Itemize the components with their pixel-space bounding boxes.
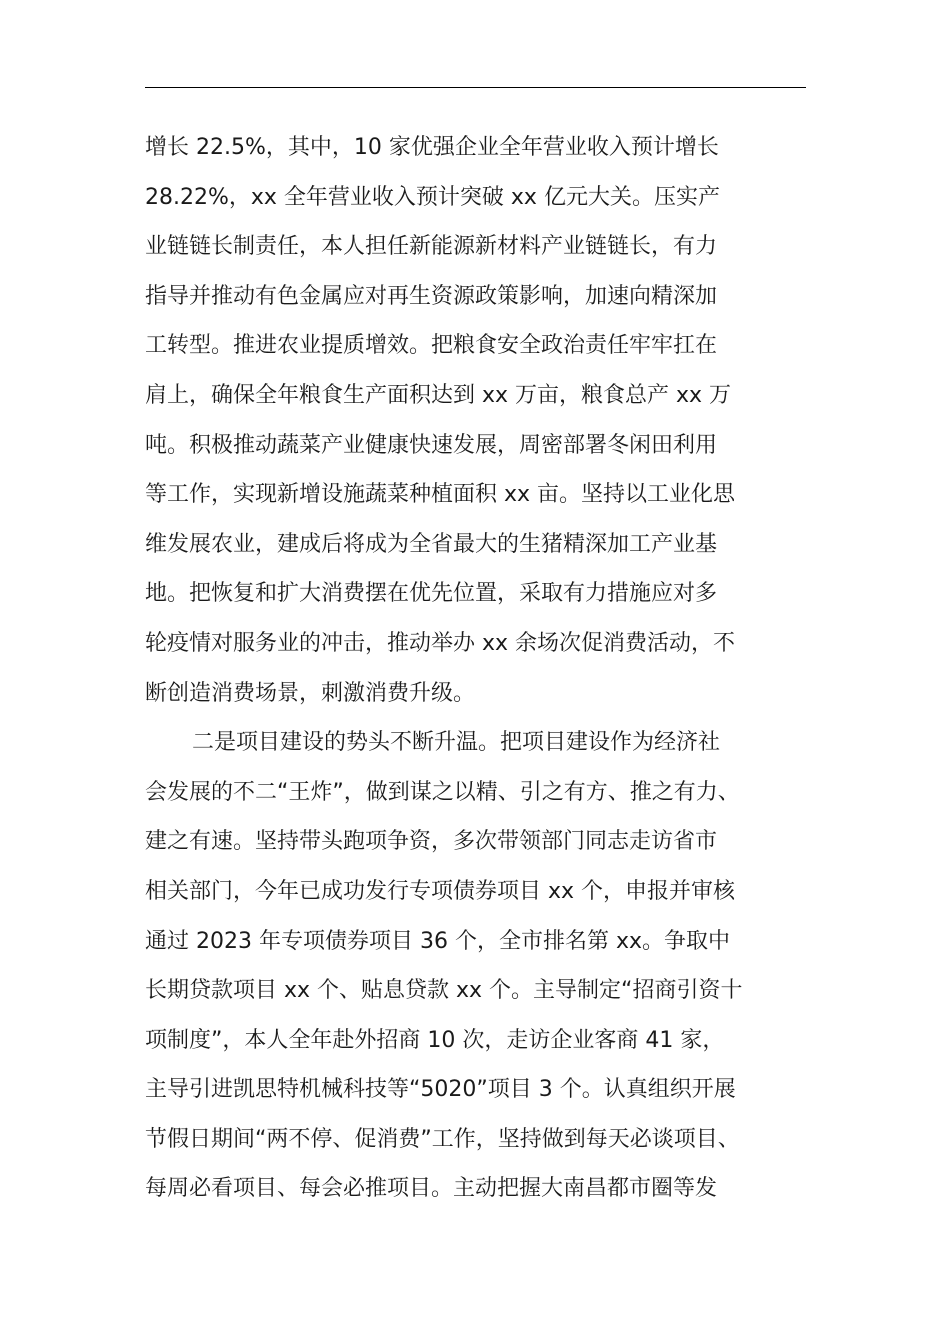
text-line: 吨。积极推动蔬菜产业健康快速发展，周密部署冬闲田利用 bbox=[145, 432, 718, 458]
text-line: 节假日期间“两不停、促消费”工作，坚持做到每天必谈项目、 bbox=[145, 1126, 740, 1152]
text-line: 地。把恢复和扩大消费摆在优先位置，采取有力措施应对多 bbox=[145, 581, 718, 607]
header-rule bbox=[145, 87, 806, 88]
text-line: 相关部门，今年已成功发行专项债券项目 xx 个，申报并审核 bbox=[145, 878, 736, 904]
text-line: 通过 2023 年专项债券项目 36 个，全市排名第 xx。争取中 bbox=[145, 928, 730, 954]
text-line: 轮疫情对服务业的冲击，推动举办 xx 余场次促消费活动，不 bbox=[145, 630, 736, 656]
text-line: 主导引进凯思特机械科技等“5020”项目 3 个。认真组织开展 bbox=[145, 1077, 736, 1103]
text-line: 断创造消费场景，刺激消费升级。 bbox=[145, 680, 476, 706]
text-line: 会发展的不二“王炸”，做到谋之以精、引之有方、推之有力、 bbox=[145, 779, 740, 805]
text-line: 维发展农业，建成后将成为全省最大的生猪精深加工产业基 bbox=[145, 531, 718, 557]
text-line: 指导并推动有色金属应对再生资源政策影响，加速向精深加 bbox=[145, 283, 718, 309]
text-line: 项制度”，本人全年赴外招商 10 次，走访企业客商 41 家， bbox=[145, 1027, 725, 1053]
text-line: 28.22%，xx 全年营业收入预计突破 xx 亿元大关。压实产 bbox=[145, 184, 720, 210]
text-line: 业链链长制责任，本人担任新能源新材料产业链链长，有力 bbox=[145, 234, 718, 260]
document-body bbox=[145, 123, 810, 1214]
text-line: 每周必看项目、每会必推项目。主动把握大南昌都市圈等发 bbox=[145, 1176, 718, 1202]
text-line: 长期贷款项目 xx 个、贴息贷款 xx 个。主导制定“招商引资十 bbox=[145, 978, 743, 1004]
text-line-first: 二是项目建设的势头不断升温。把项目建设作为经济社 bbox=[192, 730, 721, 756]
text-line: 建之有速。坚持带头跑项争资，多次带领部门同志走访省市 bbox=[145, 829, 718, 855]
text-line: 肩上，确保全年粮食生产面积达到 xx 万亩，粮食总产 xx 万 bbox=[145, 382, 732, 408]
text-line: 增长 22.5%，其中，10 家优强企业全年营业收入预计增长 bbox=[145, 135, 719, 160]
text-line: 等工作，实现新增设施蔬菜种植面积 xx 亩。坚持以工业化思 bbox=[145, 482, 736, 508]
text-line: 工转型。推进农业提质增效。把粮食安全政治责任牢牢扛在 bbox=[145, 333, 718, 359]
paragraph-2 bbox=[145, 718, 810, 1214]
paragraph-1 bbox=[145, 123, 810, 718]
